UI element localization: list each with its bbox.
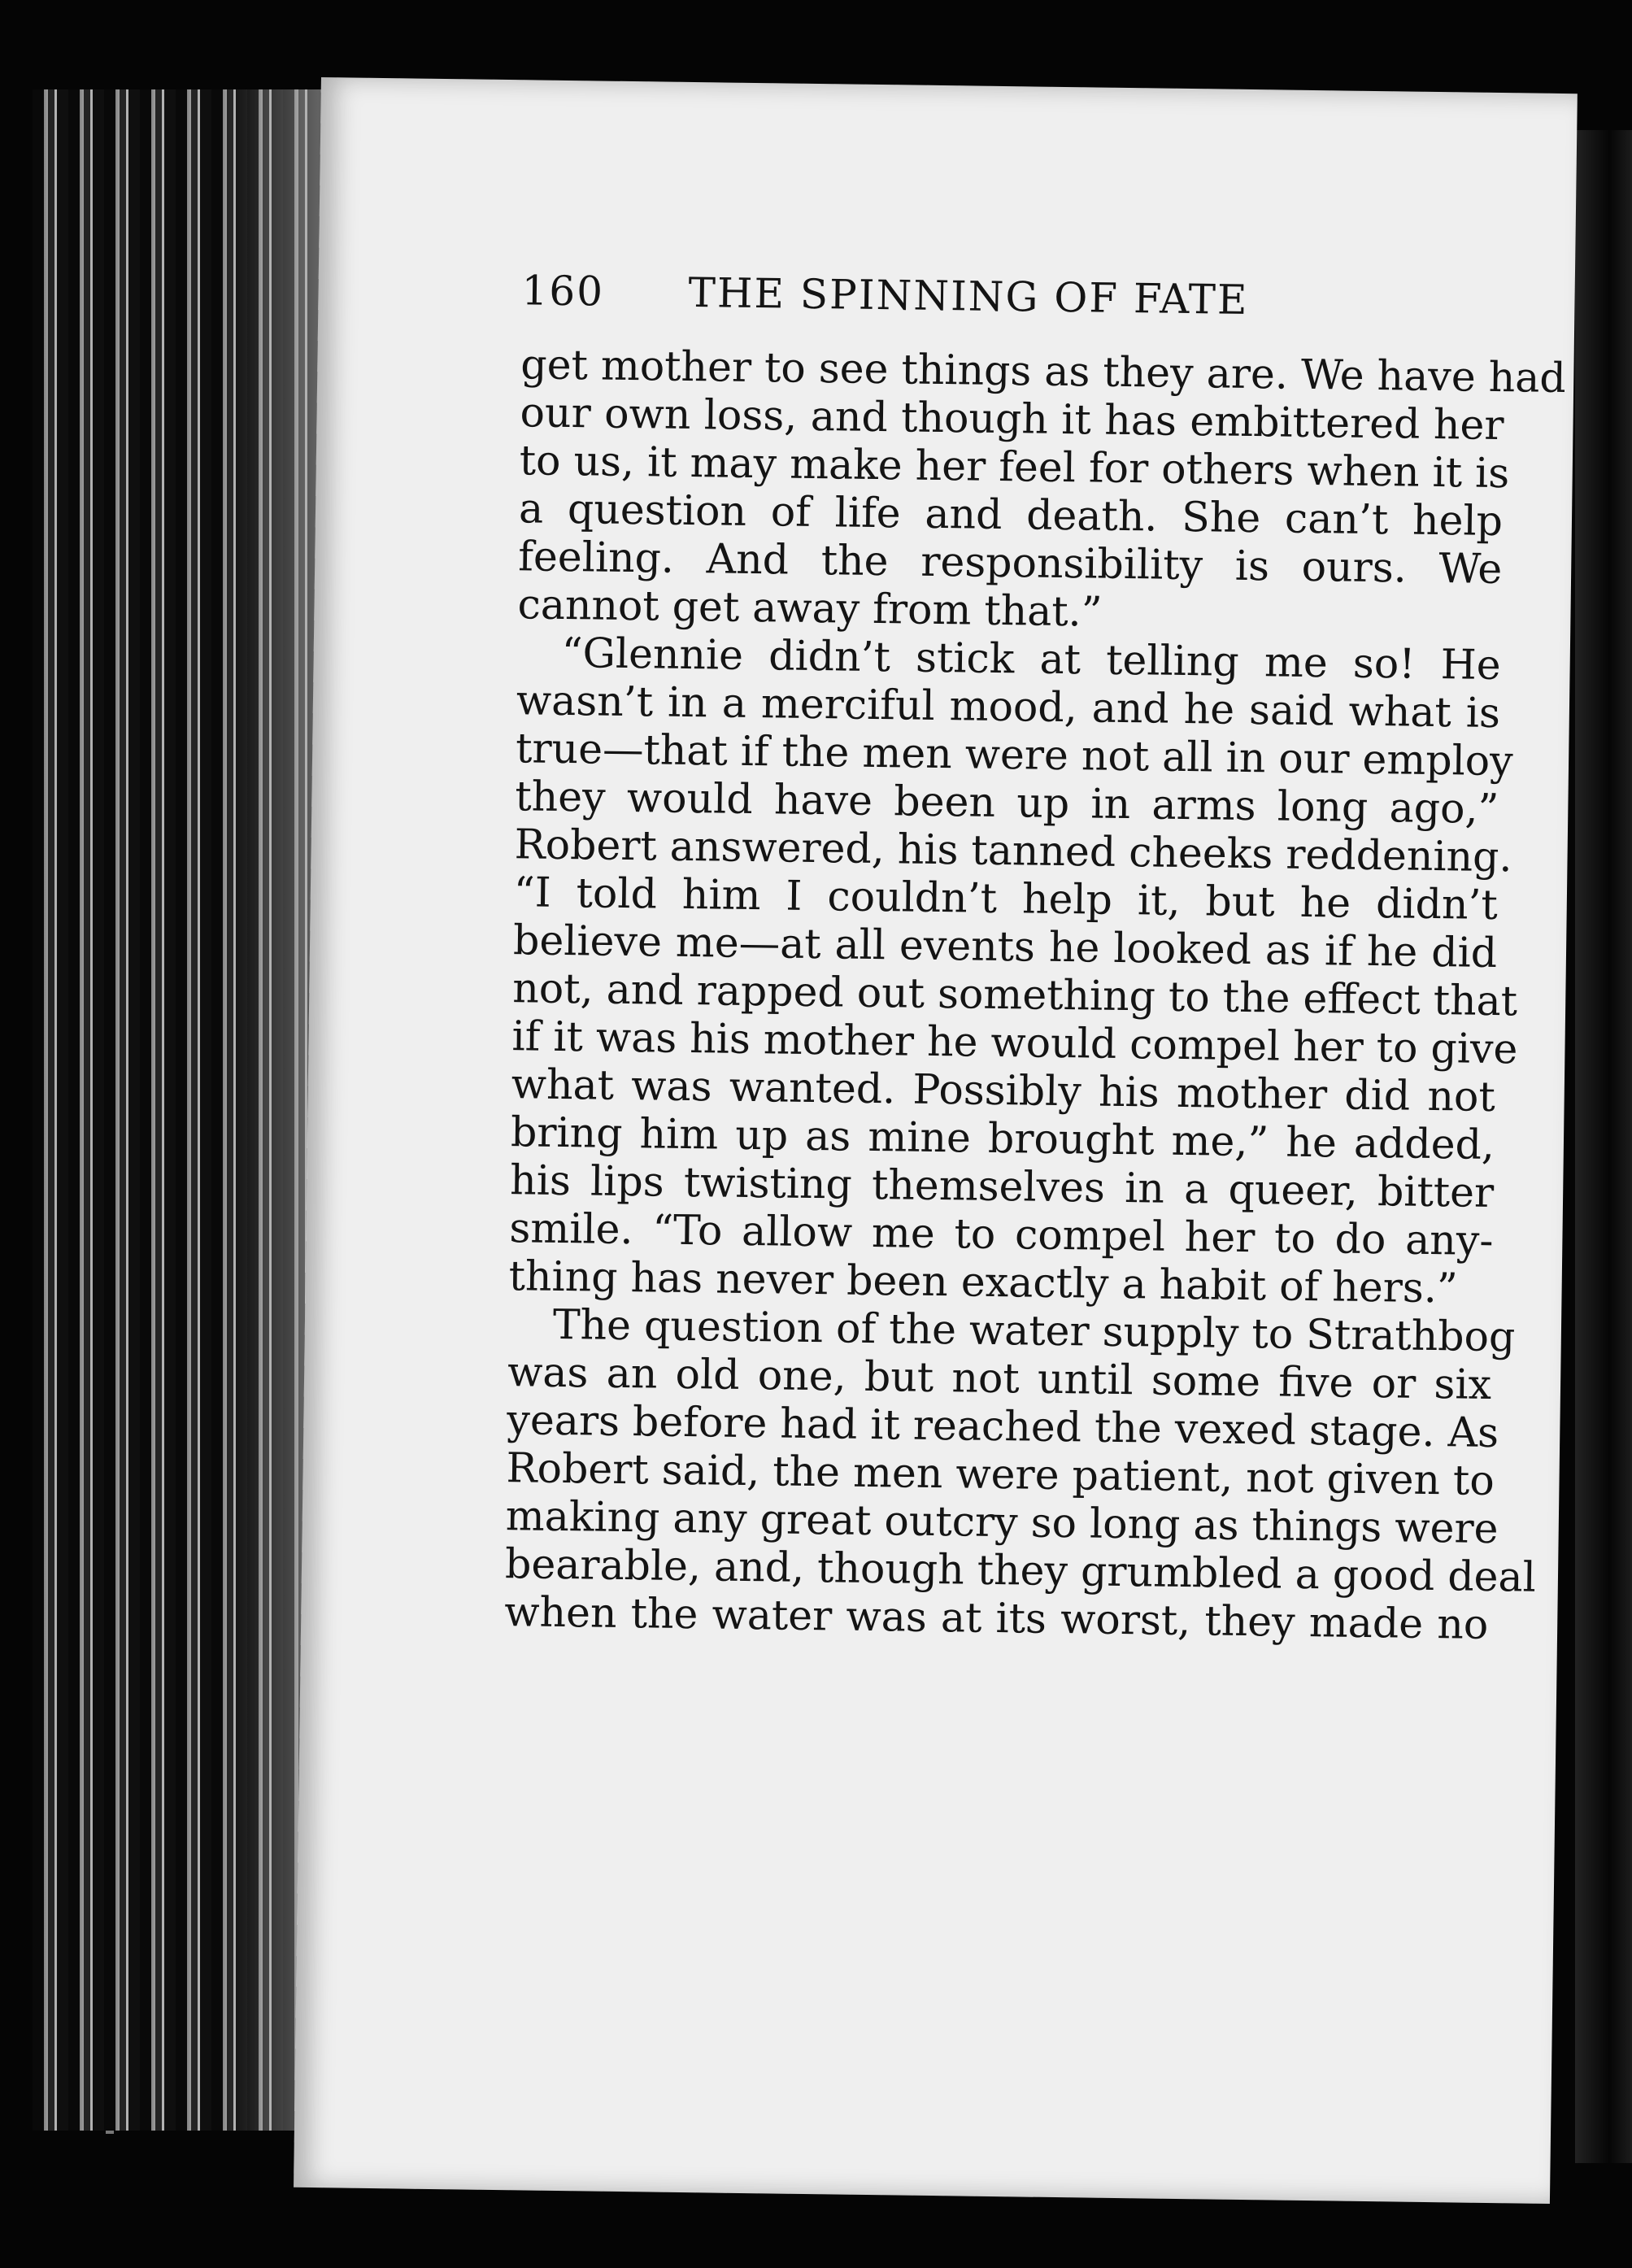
text-line: Robert said, the men were patient, not given to <box>506 1443 1495 1505</box>
page-text-block <box>503 267 1567 1648</box>
text-line: bring him up as mine brought me,” he added, <box>510 1108 1495 1169</box>
paragraph-1 <box>517 340 1567 641</box>
page-number: 160 <box>521 267 605 316</box>
text-line: his lips twisting themselves in a queer, bitter <box>509 1156 1495 1217</box>
text-line: bearable, and, though they grumbled a good deal <box>504 1539 1537 1601</box>
text-line: smile. “To allow me to compel her to do any- <box>509 1204 1494 1265</box>
text-line: they would have been up in arms long ago,” <box>515 772 1499 834</box>
text-line: if it was his mother he would compel her to give <box>511 1012 1518 1073</box>
running-title: THE SPINNING OF FATE <box>688 268 1249 324</box>
text-line: what was wanted. Possibly his mother did not <box>511 1060 1496 1121</box>
text-line: believe me—at all events he looked as if he did <box>512 916 1498 977</box>
text-line: not, and rapped out something to the effect that <box>511 964 1518 1025</box>
text-line: The question of the water supply to Strathbog <box>552 1299 1516 1361</box>
text-line: our own loss, and though it has embittered her <box>520 388 1504 450</box>
text-line: true—that if the men were not all in our employ <box>515 724 1514 786</box>
paragraph-3 <box>503 1299 1537 1648</box>
text-line: cannot get away from that.” <box>517 580 1103 636</box>
text-line: Robert answered, his tanned cheeks reddening. <box>514 820 1512 882</box>
book-page-edges <box>33 89 325 2131</box>
text-line: thing has never been exactly a habit of hers.” <box>508 1252 1459 1312</box>
text-line: feeling. And the responsibility is ours. We <box>517 532 1503 594</box>
paragraph-2 <box>508 628 1518 1312</box>
book-binding-edge <box>1575 130 1632 2163</box>
text-line: get mother to see things as they are. We have had <box>520 340 1567 403</box>
scan-mark <box>106 2131 114 2134</box>
page-header <box>521 267 1506 353</box>
text-line: making any great outcry so long as things were <box>505 1491 1499 1553</box>
text-line: when the water was at its worst, they made no <box>503 1587 1489 1648</box>
text-line: wasn’t in a merciful mood, and he said what is <box>516 676 1501 738</box>
text-line: a question of life and death. She can’t help <box>518 484 1504 546</box>
text-line: years before had it reached the vexed stage. As <box>507 1395 1499 1457</box>
text-line: “I told him I couldn’t help it, but he didn’t <box>513 868 1499 929</box>
book-page <box>294 77 1578 2204</box>
text-line: to us, it may make her feel for others when it is <box>519 436 1510 498</box>
text-line: was an old one, but not until some five or six <box>507 1347 1492 1408</box>
text-line: “Glennie didn’t stick at telling me so! He <box>561 628 1502 690</box>
